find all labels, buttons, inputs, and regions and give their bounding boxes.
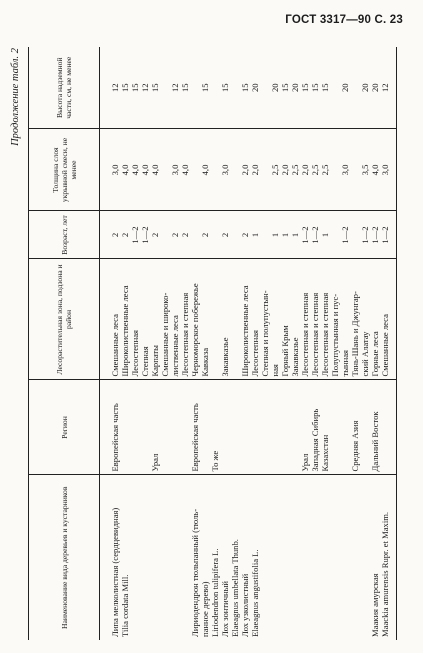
cell-zone xyxy=(210,259,220,380)
cell-age: 2 xyxy=(180,211,190,259)
table-row xyxy=(110,47,120,640)
page-header: ГОСТ 3317—90 С. 23 xyxy=(285,14,403,26)
cell-region xyxy=(250,380,260,475)
cell-thickness: 4,0 xyxy=(370,129,380,211)
cell-age: 1—2 xyxy=(310,211,320,259)
cell-region xyxy=(270,380,280,475)
cell-height: 15 xyxy=(240,47,250,129)
cell-species xyxy=(350,475,360,640)
cell-height xyxy=(160,47,170,129)
cell-species: Лириодендрон тюльпанный (тюль- xyxy=(190,508,200,637)
table-row xyxy=(210,47,220,640)
cell-height: 15 xyxy=(130,47,140,129)
cell-species xyxy=(310,475,320,640)
cell-species: Elaeagnus umbellata Thunb. xyxy=(230,539,240,637)
cell-zone: Лесостепная и степная xyxy=(320,259,330,380)
cell-thickness: 3,0 xyxy=(220,129,230,211)
cell-region xyxy=(200,380,210,475)
cell-region xyxy=(130,380,140,475)
cell-region xyxy=(230,380,240,475)
cell-height xyxy=(330,47,340,129)
cell-height xyxy=(350,47,360,129)
table-row xyxy=(260,47,270,640)
cell-species: Лох узколистный xyxy=(240,573,250,637)
table-row xyxy=(320,47,330,640)
cell-age: 1—2 xyxy=(370,211,380,259)
col-header-thickness: Толщина слоя укрывной смеси, не менее xyxy=(29,129,100,211)
cell-age xyxy=(160,211,170,259)
cell-zone: Черноморское побережье xyxy=(190,259,200,380)
cell-height: 15 xyxy=(310,47,320,129)
species-table xyxy=(28,47,397,640)
table-continuation-caption: Продолжение табл. 2 xyxy=(10,48,21,146)
cell-age xyxy=(210,211,220,259)
cell-zone: Лесостепная и степная xyxy=(310,259,320,380)
cell-zone: Смешанные леса xyxy=(110,259,120,380)
cell-age: 1—2 xyxy=(130,211,140,259)
cell-age: 1 xyxy=(280,211,290,259)
cell-zone xyxy=(230,259,240,380)
cell-zone: Лесостепная и степная xyxy=(180,259,190,380)
table-row xyxy=(170,47,180,640)
table-header-row xyxy=(29,47,100,640)
cell-thickness: 2,5 xyxy=(290,129,300,211)
cell-age: 2 xyxy=(170,211,180,259)
cell-age: 2 xyxy=(150,211,160,259)
cell-age: 2 xyxy=(120,211,130,259)
cell-thickness: 4,0 xyxy=(130,129,140,211)
cell-thickness xyxy=(160,129,170,211)
cell-age xyxy=(350,211,360,259)
table-row xyxy=(370,47,380,640)
table-row xyxy=(230,47,240,640)
cell-age: 2 xyxy=(240,211,250,259)
cell-region: То же xyxy=(210,380,220,475)
cell-species xyxy=(270,475,280,640)
table-row xyxy=(300,47,310,640)
cell-region xyxy=(340,380,350,475)
cell-species: Tilia cordata Mill. xyxy=(120,574,130,637)
cell-thickness: 3,0 xyxy=(170,129,180,211)
cell-height: 12 xyxy=(380,47,390,129)
cell-species xyxy=(180,475,190,640)
cell-species: Липа мелколистная (сердцевидная) xyxy=(110,507,120,637)
cell-thickness: 2,0 xyxy=(300,129,310,211)
table-row xyxy=(150,47,160,640)
cell-thickness: 2,5 xyxy=(320,129,330,211)
cell-region: Казахстан xyxy=(320,380,330,475)
cell-height xyxy=(260,47,270,129)
cell-thickness xyxy=(330,129,340,211)
cell-height: 12 xyxy=(140,47,150,129)
cell-zone: Карпаты xyxy=(150,259,160,380)
cell-age xyxy=(230,211,240,259)
cell-species xyxy=(160,475,170,640)
cell-age xyxy=(190,211,200,259)
cell-height xyxy=(230,47,240,129)
cell-region: Дальний Восток xyxy=(370,380,380,475)
cell-thickness: 4,0 xyxy=(200,129,210,211)
cell-age: 2 xyxy=(110,211,120,259)
cell-thickness: 4,0 xyxy=(150,129,160,211)
table-row xyxy=(160,47,170,640)
cell-thickness: 2,0 xyxy=(280,129,290,211)
table-row xyxy=(350,47,360,640)
cell-height: 20 xyxy=(250,47,260,129)
cell-species xyxy=(290,475,300,640)
cell-zone: Смешанные и широко- xyxy=(160,259,170,380)
cell-region xyxy=(180,380,190,475)
table-top-spacer xyxy=(100,47,111,640)
table-row xyxy=(280,47,290,640)
table-row xyxy=(200,47,210,640)
cell-region: Урал xyxy=(150,380,160,475)
cell-species xyxy=(300,475,310,640)
col-header-species: Наименование вида деревьев и кустарников xyxy=(29,475,100,640)
cell-age: 1 xyxy=(270,211,280,259)
cell-age: 1—2 xyxy=(140,211,150,259)
cell-zone: Широколиственные леса xyxy=(240,259,250,380)
cell-height: 15 xyxy=(180,47,190,129)
cell-region: Европейская часть xyxy=(110,380,120,475)
cell-height: 15 xyxy=(300,47,310,129)
cell-height: 12 xyxy=(110,47,120,129)
table-row xyxy=(290,47,300,640)
table-row xyxy=(250,47,260,640)
cell-zone: Тянь-Шань и Джунгар- xyxy=(350,259,360,380)
cell-region xyxy=(280,380,290,475)
cell-region xyxy=(290,380,300,475)
cell-thickness: 4,0 xyxy=(120,129,130,211)
col-header-region: Регион xyxy=(29,380,100,475)
cell-region xyxy=(330,380,340,475)
table-body xyxy=(100,47,397,640)
cell-thickness: 2,5 xyxy=(270,129,280,211)
cell-species: Maackia amurensis Rupr. et Maxim. xyxy=(380,511,390,637)
cell-species xyxy=(140,475,150,640)
cell-height: 15 xyxy=(280,47,290,129)
cell-zone: лиственные леса xyxy=(170,259,180,380)
cell-thickness: 3,0 xyxy=(110,129,120,211)
cell-age: 2 xyxy=(220,211,230,259)
cell-species xyxy=(330,475,340,640)
cell-height: 15 xyxy=(120,47,130,129)
cell-species xyxy=(150,475,160,640)
table-row xyxy=(220,47,230,640)
table-row xyxy=(130,47,140,640)
cell-zone: ский Алатау xyxy=(360,259,370,380)
cell-region xyxy=(160,380,170,475)
cell-age: 1—2 xyxy=(360,211,370,259)
cell-thickness: 3,0 xyxy=(380,129,390,211)
cell-region xyxy=(380,380,390,475)
cell-zone: Горные леса xyxy=(370,259,380,380)
cell-species xyxy=(170,475,180,640)
cell-thickness xyxy=(190,129,200,211)
cell-thickness: 2,0 xyxy=(240,129,250,211)
cell-thickness: 2,0 xyxy=(250,129,260,211)
cell-species xyxy=(360,475,370,640)
col-header-height: Высота надземной части, см, не менее xyxy=(29,47,100,129)
cell-region xyxy=(170,380,180,475)
cell-height xyxy=(190,47,200,129)
table-row xyxy=(310,47,320,640)
cell-zone: Горный Крым xyxy=(280,259,290,380)
cell-thickness: 4,0 xyxy=(180,129,190,211)
col-header-zone: Лесорастительная зона, подзона и район xyxy=(29,259,100,380)
cell-zone: тынная xyxy=(340,259,350,380)
cell-height: 20 xyxy=(360,47,370,129)
cell-age: 1 xyxy=(250,211,260,259)
col-header-age: Возраст, лет xyxy=(29,211,100,259)
cell-thickness xyxy=(350,129,360,211)
cell-age: 1—2 xyxy=(300,211,310,259)
cell-region xyxy=(220,380,230,475)
cell-height xyxy=(210,47,220,129)
cell-species xyxy=(340,475,350,640)
cell-thickness: 4,0 xyxy=(140,129,150,211)
table-row xyxy=(270,47,280,640)
rotated-table-wrapper xyxy=(8,45,410,640)
cell-age xyxy=(330,211,340,259)
cell-height: 15 xyxy=(200,47,210,129)
cell-species: Liriodendron tulipifera L. xyxy=(210,548,220,637)
cell-height: 20 xyxy=(370,47,380,129)
cell-region xyxy=(360,380,370,475)
table-row xyxy=(240,47,250,640)
cell-thickness xyxy=(230,129,240,211)
cell-zone: Кавказа xyxy=(200,259,210,380)
table-row xyxy=(340,47,350,640)
table-row xyxy=(120,47,130,640)
cell-species xyxy=(130,475,140,640)
cell-species xyxy=(320,475,330,640)
cell-height: 15 xyxy=(150,47,160,129)
cell-region xyxy=(240,380,250,475)
cell-age: 2 xyxy=(200,211,210,259)
table-row xyxy=(380,47,390,640)
cell-species: панное дерево) xyxy=(200,581,210,637)
cell-zone: Степная xyxy=(140,259,150,380)
cell-species: Elaeagnus angustifolia L. xyxy=(250,549,260,637)
cell-zone: Закавказье xyxy=(290,259,300,380)
cell-thickness: 3,5 xyxy=(360,129,370,211)
cell-species: Маакия амурская xyxy=(370,573,380,637)
cell-zone: Широколиственные леса xyxy=(120,259,130,380)
cell-height: 20 xyxy=(270,47,280,129)
table-row xyxy=(190,47,200,640)
cell-region xyxy=(120,380,130,475)
cell-age: 1—2 xyxy=(380,211,390,259)
cell-age: 1 xyxy=(290,211,300,259)
cell-region: Европейская часть xyxy=(190,380,200,475)
cell-zone: Закавказье xyxy=(220,259,230,380)
cell-species: Лох зонтичный xyxy=(220,580,230,637)
cell-zone: Лесостепная xyxy=(130,259,140,380)
cell-zone: Лесостепная xyxy=(250,259,260,380)
cell-region: Западная Сибирь xyxy=(310,380,320,475)
table-row xyxy=(140,47,150,640)
table-row xyxy=(360,47,370,640)
cell-thickness: 3,0 xyxy=(340,129,350,211)
cell-thickness xyxy=(260,129,270,211)
cell-height: 15 xyxy=(220,47,230,129)
cell-region: Урал xyxy=(300,380,310,475)
cell-thickness: 2,5 xyxy=(310,129,320,211)
cell-zone: ная xyxy=(270,259,280,380)
table-bottom-rule xyxy=(390,47,397,640)
cell-region: Средняя Азия xyxy=(350,380,360,475)
table-row xyxy=(330,47,340,640)
cell-region xyxy=(140,380,150,475)
cell-region xyxy=(260,380,270,475)
cell-zone: Степная и полупустын- xyxy=(260,259,270,380)
cell-age: 1 xyxy=(320,211,330,259)
cell-height: 20 xyxy=(290,47,300,129)
cell-height: 12 xyxy=(170,47,180,129)
cell-zone: Полупустынная и пус- xyxy=(330,259,340,380)
cell-species xyxy=(260,475,270,640)
cell-thickness xyxy=(210,129,220,211)
cell-species xyxy=(280,475,290,640)
cell-zone: Лесостепная и степная xyxy=(300,259,310,380)
table-row xyxy=(180,47,190,640)
cell-age xyxy=(260,211,270,259)
cell-height: 20 xyxy=(340,47,350,129)
cell-height: 15 xyxy=(320,47,330,129)
cell-zone: Смешанные леса xyxy=(380,259,390,380)
cell-age: 1—2 xyxy=(340,211,350,259)
